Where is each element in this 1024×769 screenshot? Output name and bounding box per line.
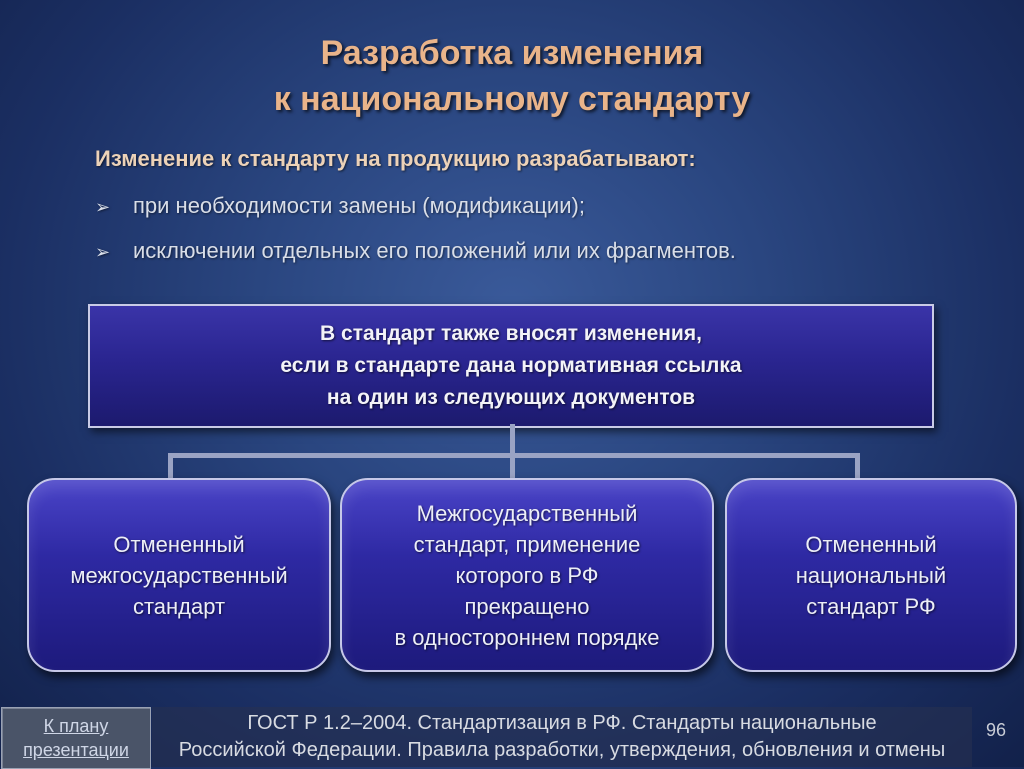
child-box-line: межгосударственный (70, 562, 288, 588)
child-box-line: Отмененный (805, 531, 937, 557)
connector-middle (510, 453, 515, 480)
child-box-3 (725, 478, 1017, 672)
bullet-text: исключении отдельных его положений или их фрагментов. (133, 238, 736, 263)
back-to-plan-line: презентации (23, 740, 129, 760)
child-box-line: в одностороннем порядке (394, 624, 660, 650)
parent-box (88, 304, 934, 428)
child-box-line: Отмененный (113, 531, 245, 557)
connector-right (855, 453, 860, 480)
bullet-item (95, 193, 585, 219)
parent-box-line: если в стандарте дана нормативная ссылка (280, 354, 742, 377)
bullet-text: при необходимости замены (модификации); (133, 193, 585, 218)
footer-reference-line: Российской Федерации. Правила разработки, утверждения, обновления и отмены (178, 739, 946, 761)
child-box-line: прекращено (464, 593, 590, 619)
child-box-line: национальный (795, 562, 947, 588)
child-box-1 (27, 478, 331, 672)
child-box-line: Межгосударственный (416, 500, 638, 526)
back-to-plan-button[interactable] (1, 707, 151, 769)
child-box-2 (340, 478, 714, 672)
page-number: 96 (985, 720, 1007, 740)
slide-title-line-2: к национальному стандарту (273, 80, 751, 118)
back-to-plan-line: К плану (43, 716, 109, 736)
connector-vertical-main (510, 424, 515, 456)
child-box-line: стандарт, применение (413, 531, 641, 557)
parent-box-line: В стандарт также вносят изменения, (320, 322, 702, 345)
connector-left (168, 453, 173, 480)
parent-box-line: на один из следующих документов (326, 386, 696, 409)
arrow-bullet-icon: ➢ (95, 197, 111, 217)
child-box-line: стандарт (132, 593, 226, 619)
intro-text: Изменение к стандарту на продукцию разрабатывают: (95, 146, 696, 171)
child-box-line: которого в РФ (455, 562, 599, 588)
footer-reference (152, 707, 972, 767)
footer-reference-line: ГОСТ Р 1.2–2004. Стандартизация в РФ. Стандарты национальные (247, 712, 877, 734)
bullet-item (95, 238, 736, 264)
slide-title-line-1: Разработка изменения (320, 34, 704, 72)
child-box-line: стандарт РФ (806, 593, 936, 619)
arrow-bullet-icon: ➢ (95, 242, 111, 262)
